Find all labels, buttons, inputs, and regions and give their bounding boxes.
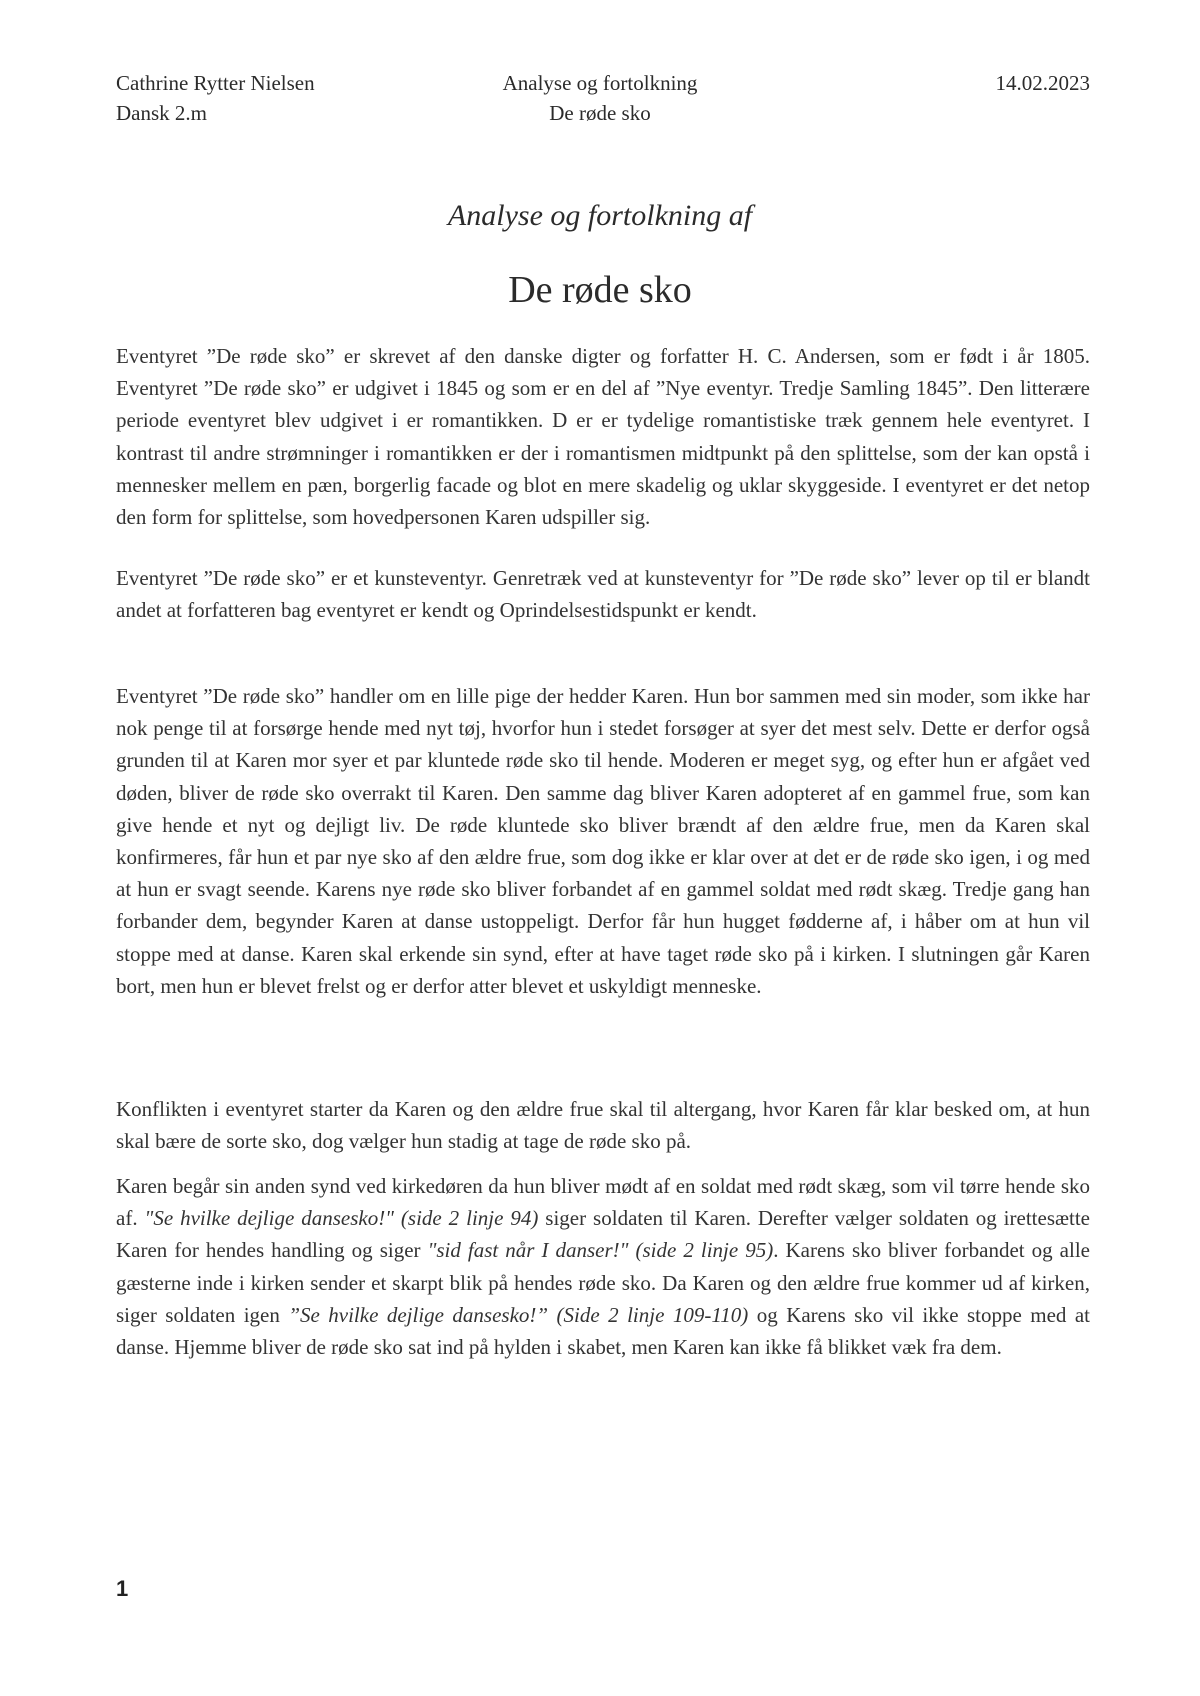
paragraph-intro: Eventyret ”De røde sko” er skrevet af den danske digter og forfatter H. C. Andersen, som er født i år 1805. Eventyret ”De røde sko” er udgivet i 1845 og som er en del af ”Nye eventyr. Tredje Samling 1845”. Den litterære periode eventyret blev udgivet i er romantikken. D er er tydelige romantistiske træk gennem hele eventyret. I kontrast til andre strømninger i romantikken er der i romantismen midtpunkt på den splittelse, som der kan opstå i mennesker mellem en pæn, borgerlig facade og blot en mere skadelig og uklar skyggeside. I eventyret er det netop den form for splittelse, som hovedpersonen Karen udspiller sig. (116, 344, 1090, 530)
page-number: 1 (116, 1576, 129, 1601)
quote: ”Se hvilke dejlige dansesko!” (Side 2 linje 109-110) (288, 1302, 749, 1327)
text-run: . Karens sko bliver forbandet og alle gæsterne inde i kirken sender et skarpt blik på hendes røde sko. Da Karen og den ældre frue kommer ud af kirken, siger soldaten igen (116, 1238, 1090, 1327)
document-title: De røde sko (508, 269, 692, 311)
paragraph-summary: Eventyret ”De røde sko” handler om en lille pige der hedder Karen. Hun bor sammen med sin moder, som ikke har nok penge til at forsørge hende med nyt tøj, hvorfor hun i stedet forsøger at syer det mest selv. Dette er derfor også grunden til at Karen mor syer et par kluntede røde sko til hende. Moderen er meget syg, og efter hun er afgået ved døden, bliver de røde sko overrakt til Karen. Den samme dag bliver Karen adopteret af en gammel frue, som kan give hende et nyt og dejligt liv. De røde kluntede sko bliver brændt af den ældre frue, men da Karen skal konfirmeres, får hun et par nye sko af den ældre frue, som dog ikke er klar over at det er de røde sko igen, i og med at hun er svagt seende. Karens nye røde sko bliver forbandet af en gammel soldat med rødt skæg. Tredje gang han forbander dem, begynder Karen at danse ustoppeligt. Derfor får hun hugget fødderne af, i håber om at hun vil stoppe med at danse. Karen skal erkende sin synd, efter at have taget røde sko på i kirken. I slutningen går Karen bort, men hun er blevet frelst og er derfor atter blevet et uskyldigt menneske. (116, 684, 1090, 998)
quote: "sid fast når I danser!" (side 2 linje 95) (427, 1238, 774, 1263)
document-subtitle: Analyse og fortolkning af (447, 199, 753, 232)
document-type: Analyse og fortolkning (502, 71, 698, 95)
quote: "Se hvilke dejlige dansesko!" (side 2 linje 94) (144, 1206, 539, 1231)
author-name: Cathrine Rytter Nielsen (116, 71, 315, 95)
class-name: Dansk 2.m (116, 101, 207, 125)
text-run: og Karens sko vil ikke stoppe med at danse. Hjemme bliver de røde sko sat ind på hylden i skabet, men Karen kan ikke få blikket væk fra dem. (116, 1302, 1090, 1360)
paragraph-second-sin (116, 1170, 1090, 1363)
paragraph-conflict: Konflikten i eventyret starter da Karen og den ældre frue skal til altergang, hvor Karen får klar besked om, at hun skal bære de sorte sko, dog vælger hun stadig at tage de røde sko på. (116, 1097, 1090, 1154)
work-title: De røde sko (549, 101, 651, 125)
text-run: Karen begår sin anden synd ved kirkedøren da hun bliver mødt af en soldat med rødt skæg, som vil tørre hende sko af. (116, 1174, 1090, 1231)
paragraph-genre: Eventyret ”De røde sko” er et kunsteventyr. Genretræk ved at kunsteventyr for ”De røde sko” lever op til er blandt andet at forfatteren bag eventyret er kendt og Oprindelsestidspunkt er kendt. (116, 566, 1090, 623)
header-right (996, 68, 1091, 98)
document-date: 14.02.2023 (995, 71, 1090, 95)
text-run: siger soldaten til Karen. Derefter vælger soldaten og irettesætte Karen for hendes handling og siger (116, 1206, 1090, 1263)
